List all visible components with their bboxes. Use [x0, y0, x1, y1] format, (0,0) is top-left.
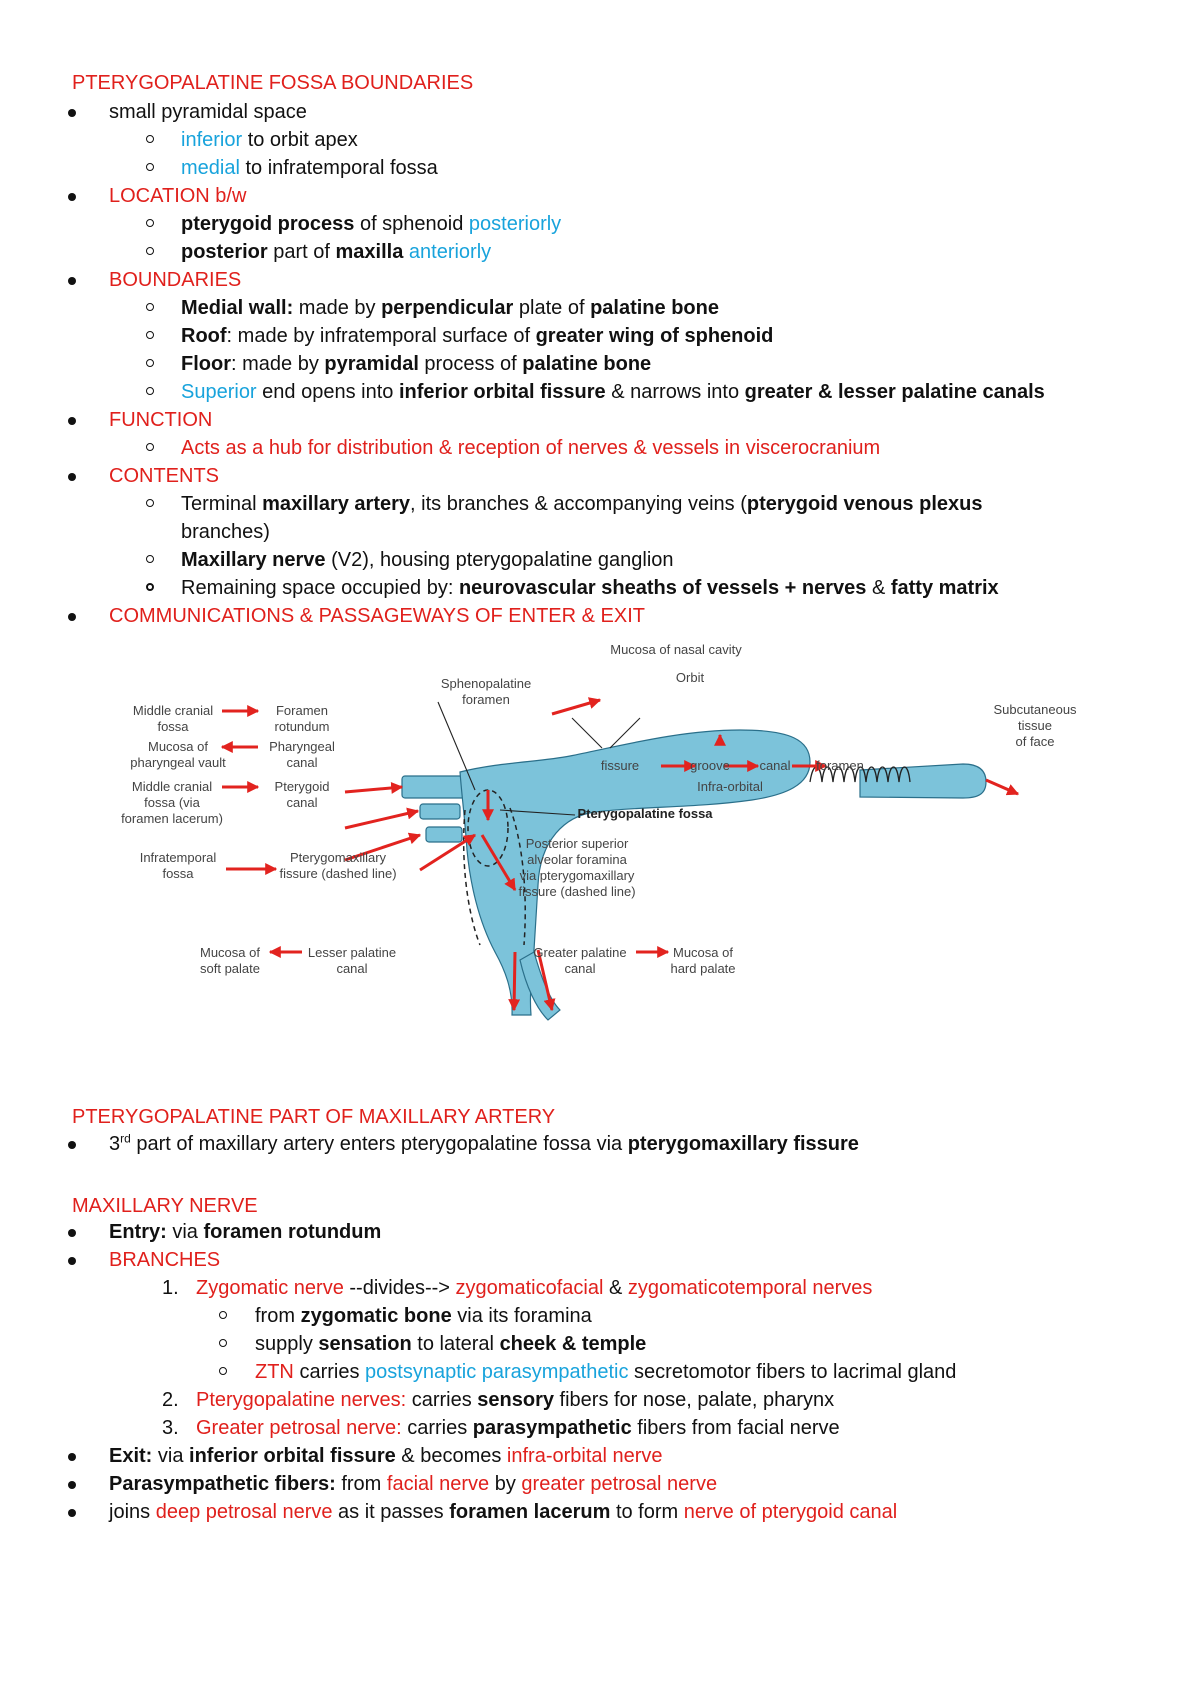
- bullet-disc: [68, 1481, 76, 1489]
- canal-pterygoid: [426, 827, 462, 842]
- bullet-disc: [68, 1257, 76, 1265]
- list-number: 1.: [162, 1277, 179, 1299]
- text-run: Terminal: [181, 493, 263, 515]
- text-run: inferior orbital fissure: [189, 1445, 396, 1467]
- text-run: carries: [293, 1361, 366, 1383]
- list-item-text: [181, 294, 719, 322]
- label-fissure: fissure: [600, 758, 640, 773]
- list-item-text: [181, 518, 270, 546]
- text-run: process of: [418, 353, 523, 375]
- text-run: via: [152, 1445, 190, 1467]
- text-run: fibers for nose, palate, pharynx: [553, 1389, 835, 1411]
- text-run: Remaining space occupied by:: [181, 577, 459, 599]
- text-run: COMMUNICATIONS & PASSAGEWAYS OF ENTER & EXIT: [109, 605, 645, 627]
- text-run: greater petrosal nerve: [521, 1473, 718, 1495]
- bullet-circle: [146, 135, 154, 143]
- list-item-text: [196, 1414, 840, 1442]
- bullet-circle: [146, 499, 154, 507]
- list-item-text: [181, 574, 999, 602]
- text-run: nerve of pterygoid canal: [683, 1501, 898, 1523]
- infraorbital-canal: [860, 764, 986, 798]
- label-pterygopalatine-fossa: Pterygopalatine fossa: [577, 806, 713, 821]
- text-run: anteriorly: [408, 241, 492, 263]
- label-infratemporal-fossa: Infratemporal fossa: [139, 850, 217, 881]
- list-item-text: [181, 434, 880, 462]
- text-run: sensation: [318, 1333, 412, 1355]
- text-run: part of: [267, 241, 336, 263]
- label-greater-palatine: Greater palatine canal: [533, 945, 627, 976]
- list-item-text: [181, 238, 491, 266]
- arrow-into-pharyngeal: [345, 811, 418, 828]
- artery-text: [109, 1130, 859, 1158]
- text-run: Entry:: [109, 1221, 167, 1243]
- label-pterygoid-canal: Pterygoid canal: [274, 779, 330, 810]
- text-run: by: [489, 1473, 522, 1495]
- text-run: sensory: [477, 1389, 554, 1411]
- text-run: Exit:: [109, 1445, 153, 1467]
- text-run: pterygoid venous plexus: [746, 493, 983, 515]
- text-run: as it passes: [332, 1501, 450, 1523]
- text-run: fatty matrix: [890, 577, 999, 599]
- text-run: zygomaticotemporal nerves: [627, 1277, 873, 1299]
- label-foramen-rotundum: Foramen rotundum: [274, 703, 330, 734]
- text-run: from: [335, 1473, 387, 1495]
- list-item-text: [181, 126, 358, 154]
- bullet-disc: [68, 1229, 76, 1237]
- bullet-circle: [146, 387, 154, 395]
- label-pterygomaxillary: Pterygomaxillary fissure (dashed line): [279, 850, 397, 881]
- list-item-text: [109, 98, 307, 126]
- text-run: & narrows into: [605, 381, 745, 403]
- text-run: posterior: [181, 241, 268, 263]
- text-run: Floor: [181, 353, 231, 375]
- bullet-circle: [146, 583, 154, 591]
- text-run: greater & lesser palatine canals: [744, 381, 1045, 403]
- label-mucosa-pharyngeal: Mucosa of pharyngeal vault: [130, 739, 226, 770]
- list-item-text: [181, 378, 1045, 406]
- bullet-disc: [68, 109, 76, 117]
- label-posterior-superior: Posterior superior alveolar foramina via pterygomaxillary fissure (dashed line): [518, 836, 636, 899]
- label-orbit: Orbit: [675, 670, 705, 685]
- list-item-text: [181, 210, 561, 238]
- canal-pharyngeal: [420, 804, 460, 819]
- bullet-circle: [146, 555, 154, 563]
- artery-section-title: PTERYGOPALATINE PART OF MAXILLARY ARTERY: [72, 1106, 556, 1128]
- bullet-circle: [146, 163, 154, 171]
- arrow-lesser-palatine: [514, 952, 515, 1010]
- pointer-fissure-1: [572, 718, 602, 748]
- text-run: via: [166, 1221, 204, 1243]
- list-item-text: [255, 1302, 592, 1330]
- text-run: deep petrosal nerve: [155, 1501, 333, 1523]
- text-run: foramen rotundum: [203, 1221, 382, 1243]
- text-run: carries: [401, 1417, 473, 1439]
- label-foramen: foramen: [816, 758, 864, 773]
- text-run: LOCATION b/w: [109, 185, 247, 207]
- text-run: &: [866, 577, 891, 599]
- text-run: Acts as a hub for distribution & reception of nerves & vessels in viscerocranium: [181, 437, 881, 459]
- text-run: zygomaticofacial: [455, 1277, 604, 1299]
- text-run: , its branches & accompanying veins (: [410, 493, 747, 515]
- list-item-text: [109, 602, 645, 630]
- label-middle-cranial-via: Middle cranial fossa (via foramen lacerum): [121, 779, 223, 826]
- fossa-section-title: PTERYGOPALATINE FOSSA BOUNDARIES: [72, 72, 474, 94]
- text-run: of sphenoid: [354, 213, 469, 235]
- list-item-text: [255, 1330, 646, 1358]
- bullet-disc: [68, 1453, 76, 1461]
- text-run: infra-orbital nerve: [506, 1445, 663, 1467]
- text-run: carries: [406, 1389, 478, 1411]
- text-run: palatine bone: [522, 353, 652, 375]
- list-item-text: [196, 1274, 872, 1302]
- text-run: fibers from facial nerve: [631, 1417, 840, 1439]
- text-run: neurovascular sheaths of vessels + nerves: [458, 577, 867, 599]
- text-run: Maxillary nerve: [181, 549, 326, 571]
- bullet-disc: [68, 1141, 76, 1149]
- text-run: postsynaptic parasympathetic: [365, 1361, 629, 1383]
- text-run: posteriorly: [468, 213, 562, 235]
- list-item-text: [109, 1498, 897, 1526]
- list-item-text: [109, 1442, 663, 1470]
- text-run: to orbit apex: [242, 129, 358, 151]
- bullet-circle: [146, 303, 154, 311]
- text-run: plate of: [513, 297, 591, 319]
- bullet-circle: [146, 331, 154, 339]
- list-item-text: [109, 1470, 717, 1498]
- list-item-text: [109, 462, 219, 490]
- pterygopalatine-diagram: [120, 642, 1100, 1080]
- label-sphenopalatine: Sphenopalatine foramen: [440, 676, 532, 707]
- list-item-text: [109, 1246, 220, 1274]
- text-run: pyramidal: [324, 353, 419, 375]
- list-item-text: [181, 154, 438, 182]
- arrow-subcutaneous: [986, 780, 1018, 794]
- list-item-text: [181, 322, 773, 350]
- list-item-text: [109, 406, 212, 434]
- text-run: from: [255, 1305, 301, 1327]
- label-canal: canal: [759, 758, 791, 773]
- label-infra-orbital: Infra-orbital: [697, 779, 763, 794]
- text-run: to lateral: [411, 1333, 500, 1355]
- list-item-text: [196, 1386, 834, 1414]
- text-run: facial nerve: [386, 1473, 490, 1495]
- text-run: small pyramidal space: [109, 101, 307, 123]
- text-run: Parasympathetic fibers:: [109, 1473, 336, 1495]
- list-item-text: [255, 1358, 956, 1386]
- label-lesser-palatine: Lesser palatine canal: [307, 945, 397, 976]
- text-run: Medial wall:: [181, 297, 294, 319]
- nerve-section-title: MAXILLARY NERVE: [72, 1195, 258, 1217]
- bullet-disc: [68, 193, 76, 201]
- bullet-disc: [68, 613, 76, 621]
- bullet-circle: [219, 1311, 227, 1319]
- list-item-text: [181, 546, 674, 574]
- text-run: made by: [293, 297, 382, 319]
- text-run: BOUNDARIES: [109, 269, 242, 291]
- canal-rotundum: [402, 776, 466, 798]
- text-run: end opens into: [256, 381, 399, 403]
- text-run: parasympathetic: [472, 1417, 632, 1439]
- text-run: secretomotor fibers to lacrimal gland: [628, 1361, 957, 1383]
- text-run: & becomes: [395, 1445, 507, 1467]
- text-run: greater wing of sphenoid: [535, 325, 774, 347]
- text-run: maxilla: [335, 241, 404, 263]
- text-run: &: [603, 1277, 628, 1299]
- text-run: : made by: [231, 353, 325, 375]
- bullet-disc: [68, 1509, 76, 1517]
- text-run: foramen lacerum: [449, 1501, 611, 1523]
- text-run: cheek & temple: [499, 1333, 647, 1355]
- artery-bold: pterygomaxillary fissure: [627, 1133, 859, 1155]
- list-number: 3.: [162, 1417, 179, 1439]
- list-item-text: [181, 490, 982, 518]
- fossa-shape: [402, 730, 986, 1020]
- ordinal-suffix: rd: [120, 1131, 131, 1146]
- text-run: --divides-->: [343, 1277, 456, 1299]
- bullet-circle: [219, 1339, 227, 1347]
- text-run: perpendicular: [381, 297, 514, 319]
- label-pharyngeal-canal: Pharyngeal canal: [269, 739, 335, 770]
- text-run: Roof: [181, 325, 227, 347]
- text-run: Zygomatic nerve: [196, 1277, 344, 1299]
- text-run: branches): [181, 521, 270, 543]
- text-run: palatine bone: [590, 297, 719, 319]
- artery-plain: part of maxillary artery enters pterygopalatine fossa via: [130, 1133, 628, 1155]
- text-run: to form: [610, 1501, 684, 1523]
- ordinal: 3: [109, 1133, 121, 1155]
- text-run: zygomatic bone: [300, 1305, 452, 1327]
- list-item-text: [109, 1218, 381, 1246]
- list-item-text: [109, 266, 241, 294]
- list-number: 2.: [162, 1389, 179, 1411]
- label-middle-cranial-fossa: Middle cranial fossa: [132, 703, 214, 734]
- text-run: joins: [109, 1501, 156, 1523]
- diagram-labels: [121, 642, 1077, 976]
- bullet-circle: [146, 359, 154, 367]
- bullet-circle: [146, 443, 154, 451]
- label-subcutaneous: Subcutaneous tissue of face: [993, 702, 1077, 749]
- text-run: maxillary artery: [262, 493, 411, 515]
- text-run: (V2), housing pterygopalatine ganglion: [325, 549, 674, 571]
- arrow-nasal-mucosa: [552, 700, 600, 714]
- text-run: to infratemporal fossa: [239, 157, 438, 179]
- text-run: inferior orbital fissure: [398, 381, 606, 403]
- bullet-circle: [146, 247, 154, 255]
- text-run: Greater petrosal nerve:: [196, 1417, 402, 1439]
- text-run: Superior: [181, 381, 257, 403]
- text-run: pterygoid process: [181, 213, 355, 235]
- bullet-disc: [68, 417, 76, 425]
- text-run: via its foramina: [451, 1305, 592, 1327]
- bullet-circle: [219, 1367, 227, 1375]
- bullet-disc: [68, 277, 76, 285]
- label-mucosa-soft: Mucosa of soft palate: [200, 945, 260, 976]
- text-run: BRANCHES: [109, 1249, 221, 1271]
- text-run: inferior: [181, 129, 243, 151]
- bullet-circle: [146, 219, 154, 227]
- text-run: supply: [255, 1333, 319, 1355]
- arrow-into-rotundum: [345, 787, 402, 792]
- list-item-text: [109, 182, 246, 210]
- label-groove: groove: [690, 758, 730, 773]
- text-run: FUNCTION: [109, 409, 213, 431]
- text-run: CONTENTS: [109, 465, 219, 487]
- text-run: : made by infratemporal surface of: [226, 325, 536, 347]
- label-mucosa-hard: Mucosa of hard palate: [670, 945, 736, 976]
- bullet-disc: [68, 473, 76, 481]
- list-item-text: [181, 350, 651, 378]
- text-run: Pterygopalatine nerves:: [196, 1389, 407, 1411]
- text-run: medial: [181, 157, 240, 179]
- label-mucosa-nasal: Mucosa of nasal cavity: [610, 642, 742, 657]
- text-run: ZTN: [255, 1361, 294, 1383]
